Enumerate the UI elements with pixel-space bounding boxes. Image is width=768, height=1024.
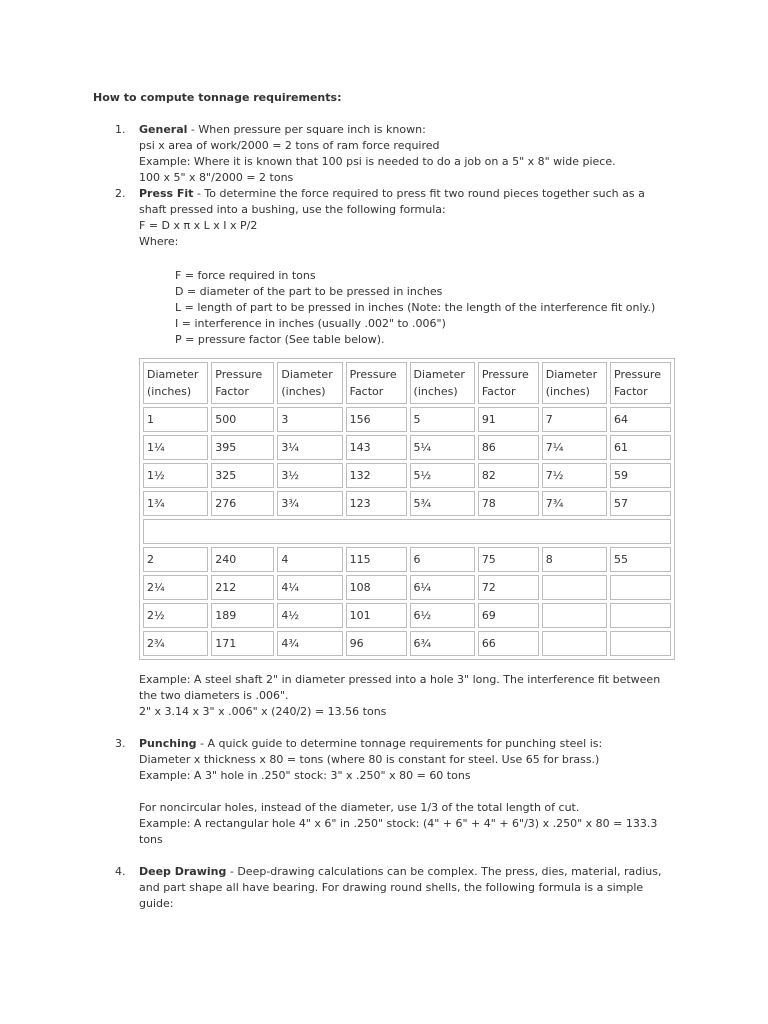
table-header-cell: Diameter (inches) bbox=[542, 362, 607, 404]
variable-definitions bbox=[175, 268, 693, 348]
page-title: How to compute tonnage requirements: bbox=[93, 91, 342, 104]
example-line: Example: A steel shaft 2" in diameter pressed into a hole 3" long. The interference fit between bbox=[139, 673, 661, 686]
table-cell: 5¾ bbox=[410, 491, 475, 516]
table-cell: 276 bbox=[211, 491, 274, 516]
table-cell: 4¾ bbox=[277, 631, 342, 656]
table-cell: 6¼ bbox=[410, 575, 475, 600]
table-cell: 4½ bbox=[277, 603, 342, 628]
variable-def: F = force required in tons bbox=[175, 269, 316, 282]
table-cell bbox=[610, 603, 671, 628]
table-row bbox=[143, 435, 671, 460]
variable-def: I = interference in inches (usually .002" to .006") bbox=[175, 317, 446, 330]
table-row bbox=[143, 491, 671, 516]
step-line: and part shape all have bearing. For drawing round shells, the following formula is a simple bbox=[139, 881, 644, 894]
table-cell: 4 bbox=[277, 547, 342, 572]
table-cell: 2¾ bbox=[143, 631, 208, 656]
example-line: the two diameters is .006". bbox=[139, 689, 289, 702]
table-cell: 86 bbox=[478, 435, 539, 460]
step-heading: Deep Drawing bbox=[139, 865, 227, 878]
table-cell: 1¾ bbox=[143, 491, 208, 516]
table-cell: 82 bbox=[478, 463, 539, 488]
table-cell: 1½ bbox=[143, 463, 208, 488]
document-page bbox=[93, 90, 693, 912]
step-line: - A quick guide to determine tonnage requirements for punching steel is: bbox=[196, 737, 603, 750]
table-cell: 5½ bbox=[410, 463, 475, 488]
table-row bbox=[143, 463, 671, 488]
step-heading: Press Fit bbox=[139, 187, 194, 200]
table-cell: 66 bbox=[478, 631, 539, 656]
step-number: 2. bbox=[115, 187, 126, 200]
table-cell: 55 bbox=[610, 547, 671, 572]
table-cell: 5 bbox=[410, 407, 475, 432]
table-cell: 132 bbox=[346, 463, 407, 488]
table-cell: 75 bbox=[478, 547, 539, 572]
table-cell: 143 bbox=[346, 435, 407, 460]
step-line: Where: bbox=[139, 235, 179, 248]
table-spacer-row bbox=[143, 519, 671, 544]
table-cell: 240 bbox=[211, 547, 274, 572]
table-row bbox=[143, 603, 671, 628]
table-cell: 69 bbox=[478, 603, 539, 628]
table-header-cell: Diameter (inches) bbox=[410, 362, 475, 404]
table-cell: 2 bbox=[143, 547, 208, 572]
step-line: - Deep-drawing calculations can be complex. The press, dies, material, radius, bbox=[226, 865, 662, 878]
table-cell: 6½ bbox=[410, 603, 475, 628]
table-header-cell: Diameter (inches) bbox=[277, 362, 342, 404]
table-cell: 3¼ bbox=[277, 435, 342, 460]
table-spacer-cell bbox=[143, 519, 671, 544]
variable-def: D = diameter of the part to be pressed in inches bbox=[175, 285, 443, 298]
table-cell: 395 bbox=[211, 435, 274, 460]
table-cell: 6 bbox=[410, 547, 475, 572]
table-row bbox=[143, 631, 671, 656]
table-header-cell: Pressure Factor bbox=[211, 362, 274, 404]
step-deep-drawing bbox=[93, 864, 693, 912]
variable-def: P = pressure factor (See table below). bbox=[175, 333, 385, 346]
table-row bbox=[143, 407, 671, 432]
table-cell: 101 bbox=[346, 603, 407, 628]
step-line: Example: A rectangular hole 4" x 6" in .250" stock: (4" + 6" + 4" + 6"/3) x .250" x 80 = 133.3 bbox=[139, 817, 658, 830]
step-line: - To determine the force required to press fit two round pieces together such as a bbox=[193, 187, 645, 200]
table-cell: 7¼ bbox=[542, 435, 607, 460]
table-cell: 59 bbox=[610, 463, 671, 488]
step-general bbox=[93, 122, 693, 186]
table-cell: 123 bbox=[346, 491, 407, 516]
table-cell bbox=[542, 631, 607, 656]
table-header-cell: Pressure Factor bbox=[346, 362, 407, 404]
table-header-row bbox=[143, 362, 671, 404]
table-cell: 108 bbox=[346, 575, 407, 600]
step-line: guide: bbox=[139, 897, 174, 910]
table-cell: 115 bbox=[346, 547, 407, 572]
step-line: psi x area of work/2000 = 2 tons of ram force required bbox=[139, 139, 440, 152]
table-cell: 325 bbox=[211, 463, 274, 488]
step-line: Example: A 3" hole in .250" stock: 3" x .250" x 80 = 60 tons bbox=[139, 769, 471, 782]
step-number: 1. bbox=[115, 123, 126, 136]
example-line: 2" x 3.14 x 3" x .006" x (240/2) = 13.56 tons bbox=[139, 705, 387, 718]
steps-list bbox=[93, 122, 693, 912]
table-cell: 3½ bbox=[277, 463, 342, 488]
table-cell: 5¼ bbox=[410, 435, 475, 460]
table-row bbox=[143, 547, 671, 572]
table-cell: 78 bbox=[478, 491, 539, 516]
table-cell bbox=[610, 575, 671, 600]
table-cell: 96 bbox=[346, 631, 407, 656]
variable-def: L = length of part to be pressed in inches (Note: the length of the interference fit only.) bbox=[175, 301, 656, 314]
table-cell: 212 bbox=[211, 575, 274, 600]
table-cell: 8 bbox=[542, 547, 607, 572]
table-row bbox=[143, 575, 671, 600]
table-cell: 171 bbox=[211, 631, 274, 656]
table-cell: 4¼ bbox=[277, 575, 342, 600]
table-cell bbox=[610, 631, 671, 656]
step-line: 100 x 5" x 8"/2000 = 2 tons bbox=[139, 171, 294, 184]
table-cell: 61 bbox=[610, 435, 671, 460]
table-cell: 1 bbox=[143, 407, 208, 432]
table-cell: 156 bbox=[346, 407, 407, 432]
table-header-cell: Pressure Factor bbox=[610, 362, 671, 404]
table-cell: 72 bbox=[478, 575, 539, 600]
step-line: - When pressure per square inch is known: bbox=[187, 123, 426, 136]
step-heading: Punching bbox=[139, 737, 197, 750]
table-cell: 2½ bbox=[143, 603, 208, 628]
table-cell: 7 bbox=[542, 407, 607, 432]
table-cell: 7¾ bbox=[542, 491, 607, 516]
step-line: For noncircular holes, instead of the diameter, use 1/3 of the total length of cut. bbox=[139, 801, 580, 814]
table-cell: 64 bbox=[610, 407, 671, 432]
table-cell: 91 bbox=[478, 407, 539, 432]
table-cell: 3 bbox=[277, 407, 342, 432]
step-line: Diameter x thickness x 80 = tons (where 80 is constant for steel. Use 65 for brass.) bbox=[139, 753, 600, 766]
step-line: tons bbox=[139, 833, 163, 846]
table-cell: 500 bbox=[211, 407, 274, 432]
table-cell: 2¼ bbox=[143, 575, 208, 600]
table-cell: 1¼ bbox=[143, 435, 208, 460]
table-cell bbox=[542, 575, 607, 600]
table-header-cell: Diameter (inches) bbox=[143, 362, 208, 404]
step-number: 4. bbox=[115, 865, 126, 878]
step-press-fit bbox=[93, 186, 693, 736]
table-cell: 189 bbox=[211, 603, 274, 628]
table-cell: 3¾ bbox=[277, 491, 342, 516]
table-cell: 57 bbox=[610, 491, 671, 516]
table-cell: 7½ bbox=[542, 463, 607, 488]
step-line: shaft pressed into a bushing, use the following formula: bbox=[139, 203, 446, 216]
table-header-cell: Pressure Factor bbox=[478, 362, 539, 404]
step-punching bbox=[93, 736, 693, 864]
step-line: Example: Where it is known that 100 psi is needed to do a job on a 5" x 8" wide piece. bbox=[139, 155, 616, 168]
formula: F = D x π x L x I x P/2 bbox=[139, 219, 258, 232]
step-number: 3. bbox=[115, 737, 126, 750]
step-heading: General bbox=[139, 123, 188, 136]
table-cell: 6¾ bbox=[410, 631, 475, 656]
table-cell bbox=[542, 603, 607, 628]
pressure-factor-table bbox=[139, 358, 675, 660]
